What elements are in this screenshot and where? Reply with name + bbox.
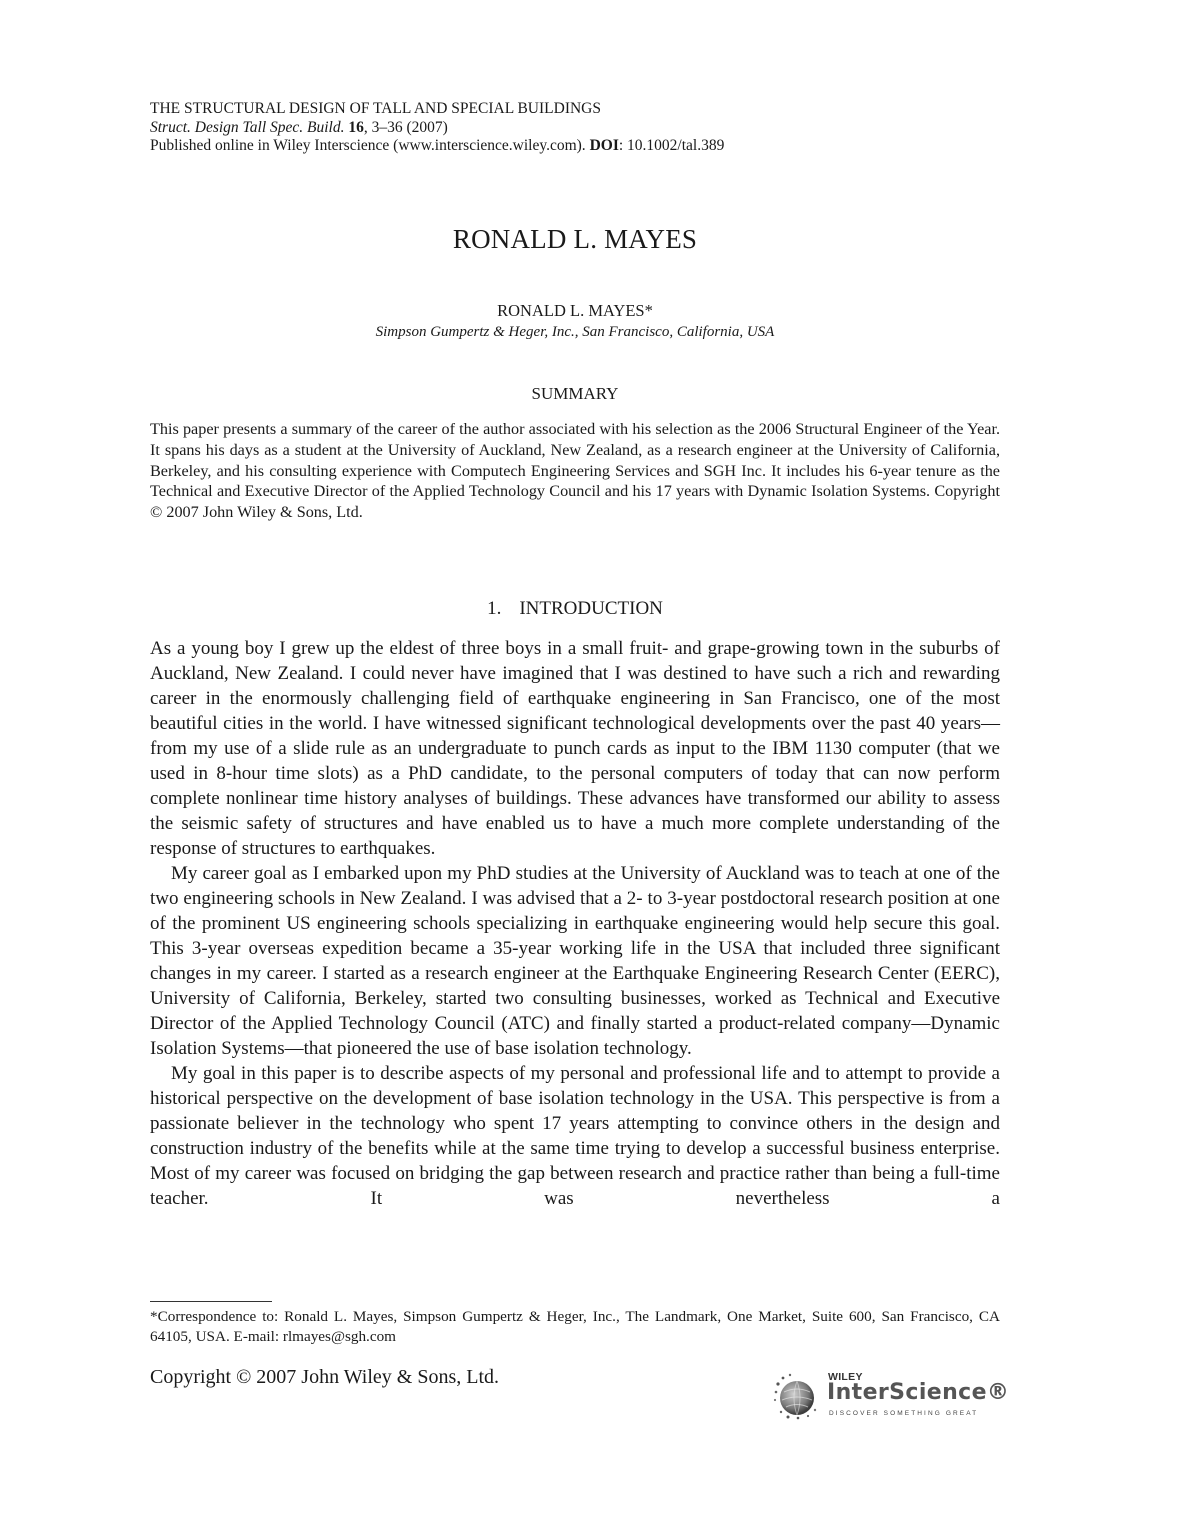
section-heading: [150, 598, 1000, 620]
citation-pages: , 3–36 (2007): [363, 118, 448, 136]
section-body: [150, 636, 1000, 1211]
paper-title: RONALD L. MAYES: [452, 224, 698, 254]
globe-icon: [772, 1372, 822, 1420]
publication-line: [150, 137, 1010, 156]
author-name: RONALD L. MAYES*: [497, 301, 653, 320]
body-paragraph: My career goal as I embarked upon my PhD studies at the University of Auckland was to teach at one of the two engineering schools in New Zealand. I was advised that a 2- to 3-year postdoctoral research position at one of the prominent US engineering schools specializing in earthquake engineering would help secure this goal. This 3-year overseas expedition became a 35-year working life in the USA that included three significant changes in my career. I started as a research engineer at the Earthquake Engineering Research Center (EERC), University of California, Berkeley, started two consulting businesses, worked as Technical and Executive Director of the Applied Technology Council (ATC) and finally started a product-related company—Dynamic Isolation Systems—that pioneered the use of base isolation technology.: [150, 863, 1000, 1059]
body-paragraph: My goal in this paper is to describe aspects of my personal and professional life and to attempt to provide a historical perspective on the development of base isolation technology in the USA. This perspective is from a passionate believer in the technology who spent 17 years attempting to convince others in the design and construction industry of the benefits while at the same time trying to develop a successful business enterprise. Most of my career was focused on bridging the gap between research and practice rather than being a full-time teacher. It was nevertheless a: [150, 1063, 1000, 1209]
doi-value: : 10.1002/tal.389: [618, 137, 725, 154]
copyright-notice: Copyright © 2007 John Wiley & Sons, Ltd.: [150, 1366, 500, 1388]
section-title: INTRODUCTION: [519, 598, 663, 619]
logo-publisher: WILEY: [828, 1371, 863, 1383]
wiley-interscience-logo: [772, 1370, 1010, 1422]
correspondence-footnote: *Correspondence to: Ronald L. Mayes, Simpson Gumpertz & Heger, Inc., The Landmark, One Market, Suite 600, San Francisco, CA 64105, USA. E-mail: rlmayes@sgh.com: [150, 1308, 1000, 1345]
citation-volume: 16: [348, 118, 364, 136]
section-number: 1.: [487, 598, 502, 619]
summary-heading: SUMMARY: [531, 384, 619, 403]
journal-name: THE STRUCTURAL DESIGN OF TALL AND SPECIAL BUILDINGS: [150, 100, 601, 117]
doi-label: DOI: [589, 137, 619, 154]
journal-header: [150, 100, 1010, 156]
logo-brand: InterScience®: [827, 1380, 1010, 1405]
author-affiliation: Simpson Gumpertz & Heger, Inc., San Francisco, California, USA: [375, 324, 775, 340]
journal-citation: [150, 119, 1010, 138]
footnote-rule: [150, 1301, 272, 1302]
citation-journal: Struct. Design Tall Spec. Build.: [150, 118, 345, 136]
published-text: Published online in Wiley Interscience (www.interscience.wiley.com).: [150, 137, 586, 154]
logo-tagline: DISCOVER SOMETHING GREAT: [829, 1410, 979, 1417]
summary-text: This paper presents a summary of the career of the author associated with his selection as the 2006 Structural Engineer of the Year. It spans his days as a student at the University of Auckland, New Zealand, as a research engineer at the University of California, Berkeley, and his consulting experience with Computech Engineering Services and SGH Inc. It includes his 6-year tenure as the Technical and Executive Director of the Applied Technology Council and his 17 years with Dynamic Isolation Systems. Copyright © 2007 John Wiley & Sons, Ltd.: [150, 420, 1000, 522]
body-paragraph: As a young boy I grew up the eldest of three boys in a small fruit- and grape-growing town in the suburbs of Auckland, New Zealand. I could never have imagined that I was destined to have such a rich and rewarding career in the enormously challenging field of earthquake engineering in San Francisco, one of the most beautiful cities in the world. I have witnessed significant technological developments over the past 40 years—from my use of a slide rule as an undergraduate to punch cards as input to the IBM 1130 computer (that we used in 8-hour time slots) as a PhD candidate, to the personal computers of today that can now perform complete nonlinear time history analyses of buildings. These advances have transformed our ability to assess the seismic safety of structures and have enabled us to have a much more complete understanding of the response of structures to earthquakes.: [150, 638, 1000, 859]
